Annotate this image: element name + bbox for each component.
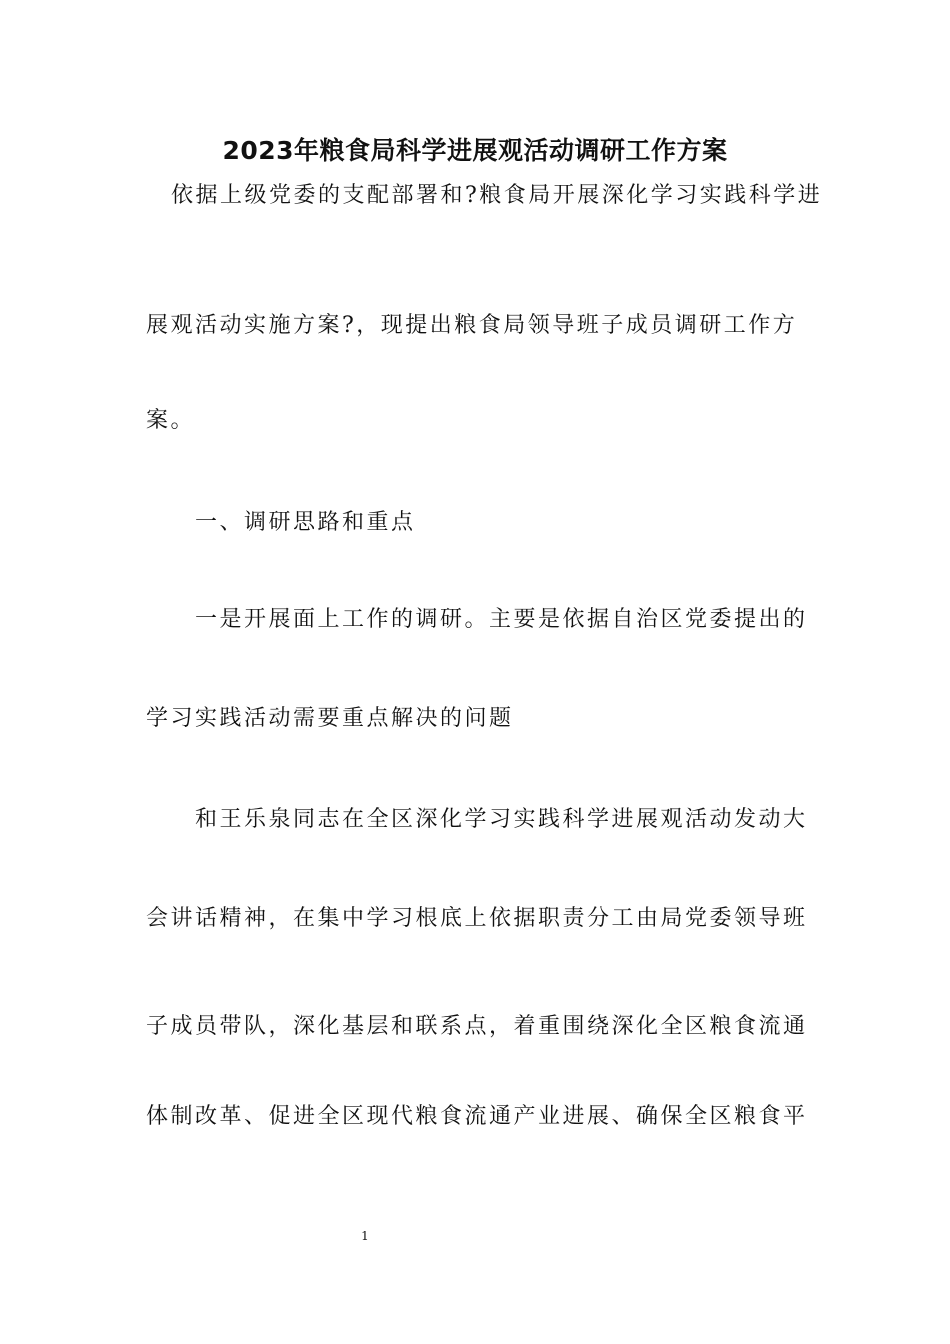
- paragraph-line: 依据上级党委的支配部署和?粮食局开展深化学习实践科学进: [171, 183, 823, 208]
- page-number: 1: [361, 1229, 369, 1243]
- document-title: 2023年粮食局科学进展观活动调研工作方案: [222, 136, 728, 165]
- paragraph-line: 和王乐泉同志在全区深化学习实践科学进展观活动发动大: [195, 807, 808, 832]
- paragraph-line: 子成员带队，深化基层和联系点，着重围绕深化全区粮食流通: [146, 1014, 808, 1039]
- paragraph-line: 体制改革、促进全区现代粮食流通产业进展、确保全区粮食平: [146, 1104, 808, 1129]
- section-heading: 一、调研思路和重点: [195, 510, 416, 535]
- paragraph-line: 展观活动实施方案?，现提出粮食局领导班子成员调研工作方: [146, 313, 798, 338]
- paragraph-line: 会讲话精神，在集中学习根底上依据职责分工由局党委领导班: [146, 906, 808, 931]
- paragraph-line: 学习实践活动需要重点解决的问题: [146, 706, 514, 731]
- paragraph-line: 案。: [146, 408, 196, 433]
- paragraph-line: 一是开展面上工作的调研。主要是依据自治区党委提出的: [195, 607, 808, 632]
